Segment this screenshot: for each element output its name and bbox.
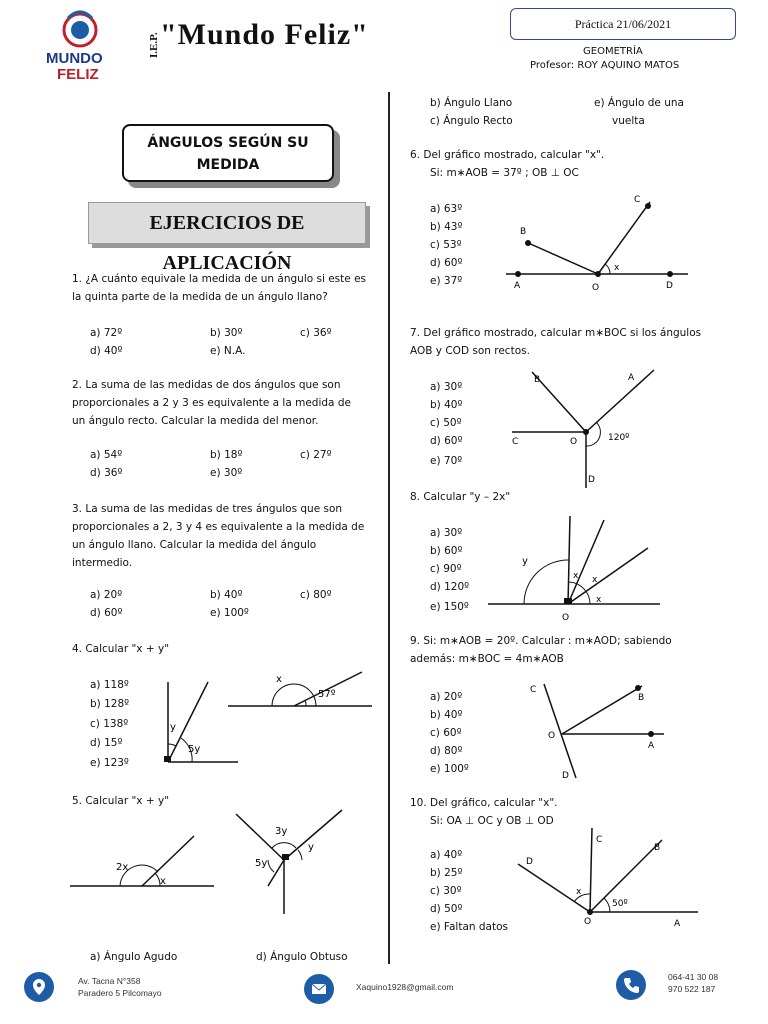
q7-option-c: c) 50º bbox=[430, 417, 462, 429]
q9-label-c: C bbox=[530, 685, 537, 695]
q5-option-e: e) Ángulo de una bbox=[594, 97, 684, 109]
footer-phone-2: 970 522 187 bbox=[668, 984, 716, 994]
q4-label-x: x bbox=[276, 674, 282, 685]
q4-option-b: b) 128º bbox=[90, 698, 130, 710]
q4-option-a: a) 118º bbox=[90, 679, 129, 691]
q9-option-b: b) 40º bbox=[430, 709, 463, 721]
question-4: 4. Calcular "x + y" bbox=[72, 643, 170, 655]
q7-option-b: b) 40º bbox=[430, 399, 463, 411]
q6-option-a: a) 63º bbox=[430, 203, 463, 215]
logo-text-feliz: FELIZ bbox=[57, 66, 99, 83]
q10-label-a: A bbox=[674, 919, 681, 929]
question-1: 1. ¿A cuánto equivale la medida de un ángulo si este es la quinta parte de la medida de un ángulo llano? bbox=[72, 273, 366, 303]
q5-option-e-cont: vuelta bbox=[612, 115, 645, 127]
q6-label-o: O bbox=[592, 283, 600, 293]
q5-label-5y: 5y bbox=[255, 858, 268, 869]
q3-option-a: a) 20º bbox=[90, 589, 123, 601]
q8-figure bbox=[484, 512, 664, 624]
q7-label-120: 120º bbox=[608, 433, 630, 443]
mail-icon bbox=[304, 974, 334, 1004]
iep-label: I.E.P. bbox=[148, 32, 160, 58]
professor-name: Profesor: ROY AQUINO MATOS bbox=[530, 60, 680, 71]
q6-option-c: c) 53º bbox=[430, 239, 462, 251]
footer-address-line2: Paradero 5 Pilcomayo bbox=[78, 988, 162, 998]
q6-label-c: C bbox=[634, 195, 641, 205]
question-5: 5. Calcular "x + y" bbox=[72, 795, 170, 807]
q2-option-b: b) 18º bbox=[210, 449, 243, 461]
q7-option-a: a) 30º bbox=[430, 381, 463, 393]
footer-email[interactable]: Xaquino1928@gmail.com bbox=[356, 982, 454, 992]
q5-option-d: d) Ángulo Obtuso bbox=[256, 951, 348, 963]
q3-option-c: c) 80º bbox=[300, 589, 332, 601]
q9-option-a: a) 20º bbox=[430, 691, 463, 703]
q2-option-e: e) 30º bbox=[210, 467, 243, 479]
q6-label-b: B bbox=[520, 227, 527, 237]
q7-label-o: O bbox=[570, 437, 578, 447]
q5-label-x: x bbox=[160, 876, 166, 887]
q9-label-d: D bbox=[562, 771, 569, 781]
q10-label-o: O bbox=[584, 917, 592, 927]
q7-label-b: B bbox=[534, 375, 541, 385]
column-divider bbox=[388, 92, 390, 964]
question-6: 6. Del gráfico mostrado, calcular "x". bbox=[410, 149, 605, 161]
q8-label-o: O bbox=[562, 613, 570, 623]
q1-option-a: a) 72º bbox=[90, 327, 123, 339]
location-icon bbox=[24, 972, 54, 1002]
q1-option-d: d) 40º bbox=[90, 345, 123, 357]
q8-label-y: y bbox=[522, 556, 528, 567]
q5-label-y: y bbox=[308, 842, 314, 853]
q5-figure-left bbox=[68, 828, 218, 898]
q2-option-c: c) 27º bbox=[300, 449, 332, 461]
q4-label-5y: 5y bbox=[188, 744, 201, 755]
q4-option-d: d) 15º bbox=[90, 737, 123, 749]
q8-option-b: b) 60º bbox=[430, 545, 463, 557]
q9-option-d: d) 80º bbox=[430, 745, 463, 757]
q3-option-e: e) 100º bbox=[210, 607, 249, 619]
q10-label-d: D bbox=[526, 857, 533, 867]
q9-option-e: e) 100º bbox=[430, 763, 469, 775]
q8-option-e: e) 150º bbox=[430, 601, 469, 613]
q4-figure-right bbox=[226, 666, 376, 716]
q6-option-d: d) 60º bbox=[430, 257, 463, 269]
footer-phone-1: 064-41 30 08 bbox=[668, 972, 719, 982]
question-9: 9. Si: m∗AOB = 20º. Calcular : m∗AOD; sabiendo además: m∗BOC = 4m∗AOB bbox=[410, 635, 672, 665]
q6-label-d: D bbox=[666, 281, 673, 291]
q6-condition: Si: m∗AOB = 37º ; OB ⊥ OC bbox=[430, 167, 579, 179]
q10-option-d: d) 50º bbox=[430, 903, 463, 915]
q10-label-50: 50º bbox=[612, 899, 628, 909]
q5-figure-right bbox=[228, 806, 348, 918]
logo-text-mundo: MUNDO bbox=[46, 50, 103, 67]
q7-option-d: d) 60º bbox=[430, 435, 463, 447]
q6-label-a: A bbox=[514, 281, 521, 291]
q9-label-a: A bbox=[648, 741, 655, 751]
q8-label-x1: x bbox=[573, 571, 579, 581]
course-name: GEOMETRÍA bbox=[583, 46, 643, 57]
q10-option-c: c) 30º bbox=[430, 885, 462, 897]
q10-condition: Si: OA ⊥ OC y OB ⊥ OD bbox=[430, 815, 554, 827]
question-8: 8. Calcular "y – 2x" bbox=[410, 491, 511, 503]
q5-label-2x: 2x bbox=[116, 862, 129, 873]
q5-option-b: b) Ángulo Llano bbox=[430, 97, 513, 109]
question-7: 7. Del gráfico mostrado, calcular m∗BOC si los ángulos AOB y COD son rectos. bbox=[410, 327, 702, 357]
q3-option-b: b) 40º bbox=[210, 589, 243, 601]
question-3: 3. La suma de las medidas de tres ángulos que son proporcionales a 2, 3 y 4 es equivalente a la medida de un ángulo llano. Calcular la medida del ángulo intermedio. bbox=[72, 503, 365, 569]
q8-option-a: a) 30º bbox=[430, 527, 463, 539]
q8-label-x3: x bbox=[596, 595, 602, 605]
q2-option-d: d) 36º bbox=[90, 467, 123, 479]
q9-option-c: c) 60º bbox=[430, 727, 462, 739]
q7-label-a: A bbox=[628, 373, 635, 383]
question-2: 2. La suma de las medidas de dos ángulos que son proporcionales a 2 y 3 es equivalente a la medida de un ángulo recto. Calcular la medida del menor. bbox=[72, 379, 351, 427]
q9-figure bbox=[524, 678, 674, 786]
q5-option-a: a) Ángulo Agudo bbox=[90, 951, 178, 963]
q7-label-c: C bbox=[512, 437, 519, 447]
q6-label-x: x bbox=[614, 263, 620, 273]
q4-label-y: y bbox=[170, 722, 176, 733]
q7-option-e: e) 70º bbox=[430, 455, 463, 467]
q4-option-c: c) 138º bbox=[90, 718, 129, 730]
q4-option-e: e) 123º bbox=[90, 757, 129, 769]
q9-label-b: B bbox=[638, 693, 645, 703]
q10-label-x: x bbox=[576, 887, 582, 897]
q10-option-a: a) 40º bbox=[430, 849, 463, 861]
q2-option-a: a) 54º bbox=[90, 449, 123, 461]
q1-option-c: c) 36º bbox=[300, 327, 332, 339]
question-10: 10. Del gráfico, calcular "x". bbox=[410, 797, 558, 809]
q7-label-d: D bbox=[588, 475, 595, 485]
q3-option-d: d) 60º bbox=[90, 607, 123, 619]
q6-option-e: e) 37º bbox=[430, 275, 463, 287]
footer-address-line1: Av. Tacna N°358 bbox=[78, 976, 141, 986]
q10-option-e: e) Faltan datos bbox=[430, 921, 508, 933]
q10-option-b: b) 25º bbox=[430, 867, 463, 879]
school-name: "Mundo Feliz" bbox=[160, 18, 369, 51]
q1-option-e: e) N.A. bbox=[210, 345, 246, 357]
exercises-banner: EJERCICIOS DE APLICACIÓN bbox=[88, 202, 366, 244]
q8-label-x2: x bbox=[592, 575, 598, 585]
q6-figure bbox=[500, 190, 696, 294]
q5-option-c: c) Ángulo Recto bbox=[430, 115, 513, 127]
q1-option-b: b) 30º bbox=[210, 327, 243, 339]
q8-option-d: d) 120º bbox=[430, 581, 470, 593]
q6-option-b: b) 43º bbox=[430, 221, 463, 233]
q9-label-o: O bbox=[548, 731, 556, 741]
phone-icon bbox=[616, 970, 646, 1000]
practice-date: Práctica 21/06/2021 bbox=[510, 8, 736, 40]
q10-label-c: C bbox=[596, 835, 603, 845]
q10-figure bbox=[514, 826, 700, 930]
q10-label-b: B bbox=[654, 843, 661, 853]
q7-figure bbox=[508, 366, 668, 490]
q4-label-57: 57º bbox=[318, 689, 336, 700]
page-title: ÁNGULOS SEGÚN SU MEDIDA bbox=[122, 124, 334, 182]
q5-label-3y: 3y bbox=[275, 826, 288, 837]
q8-option-c: c) 90º bbox=[430, 563, 462, 575]
